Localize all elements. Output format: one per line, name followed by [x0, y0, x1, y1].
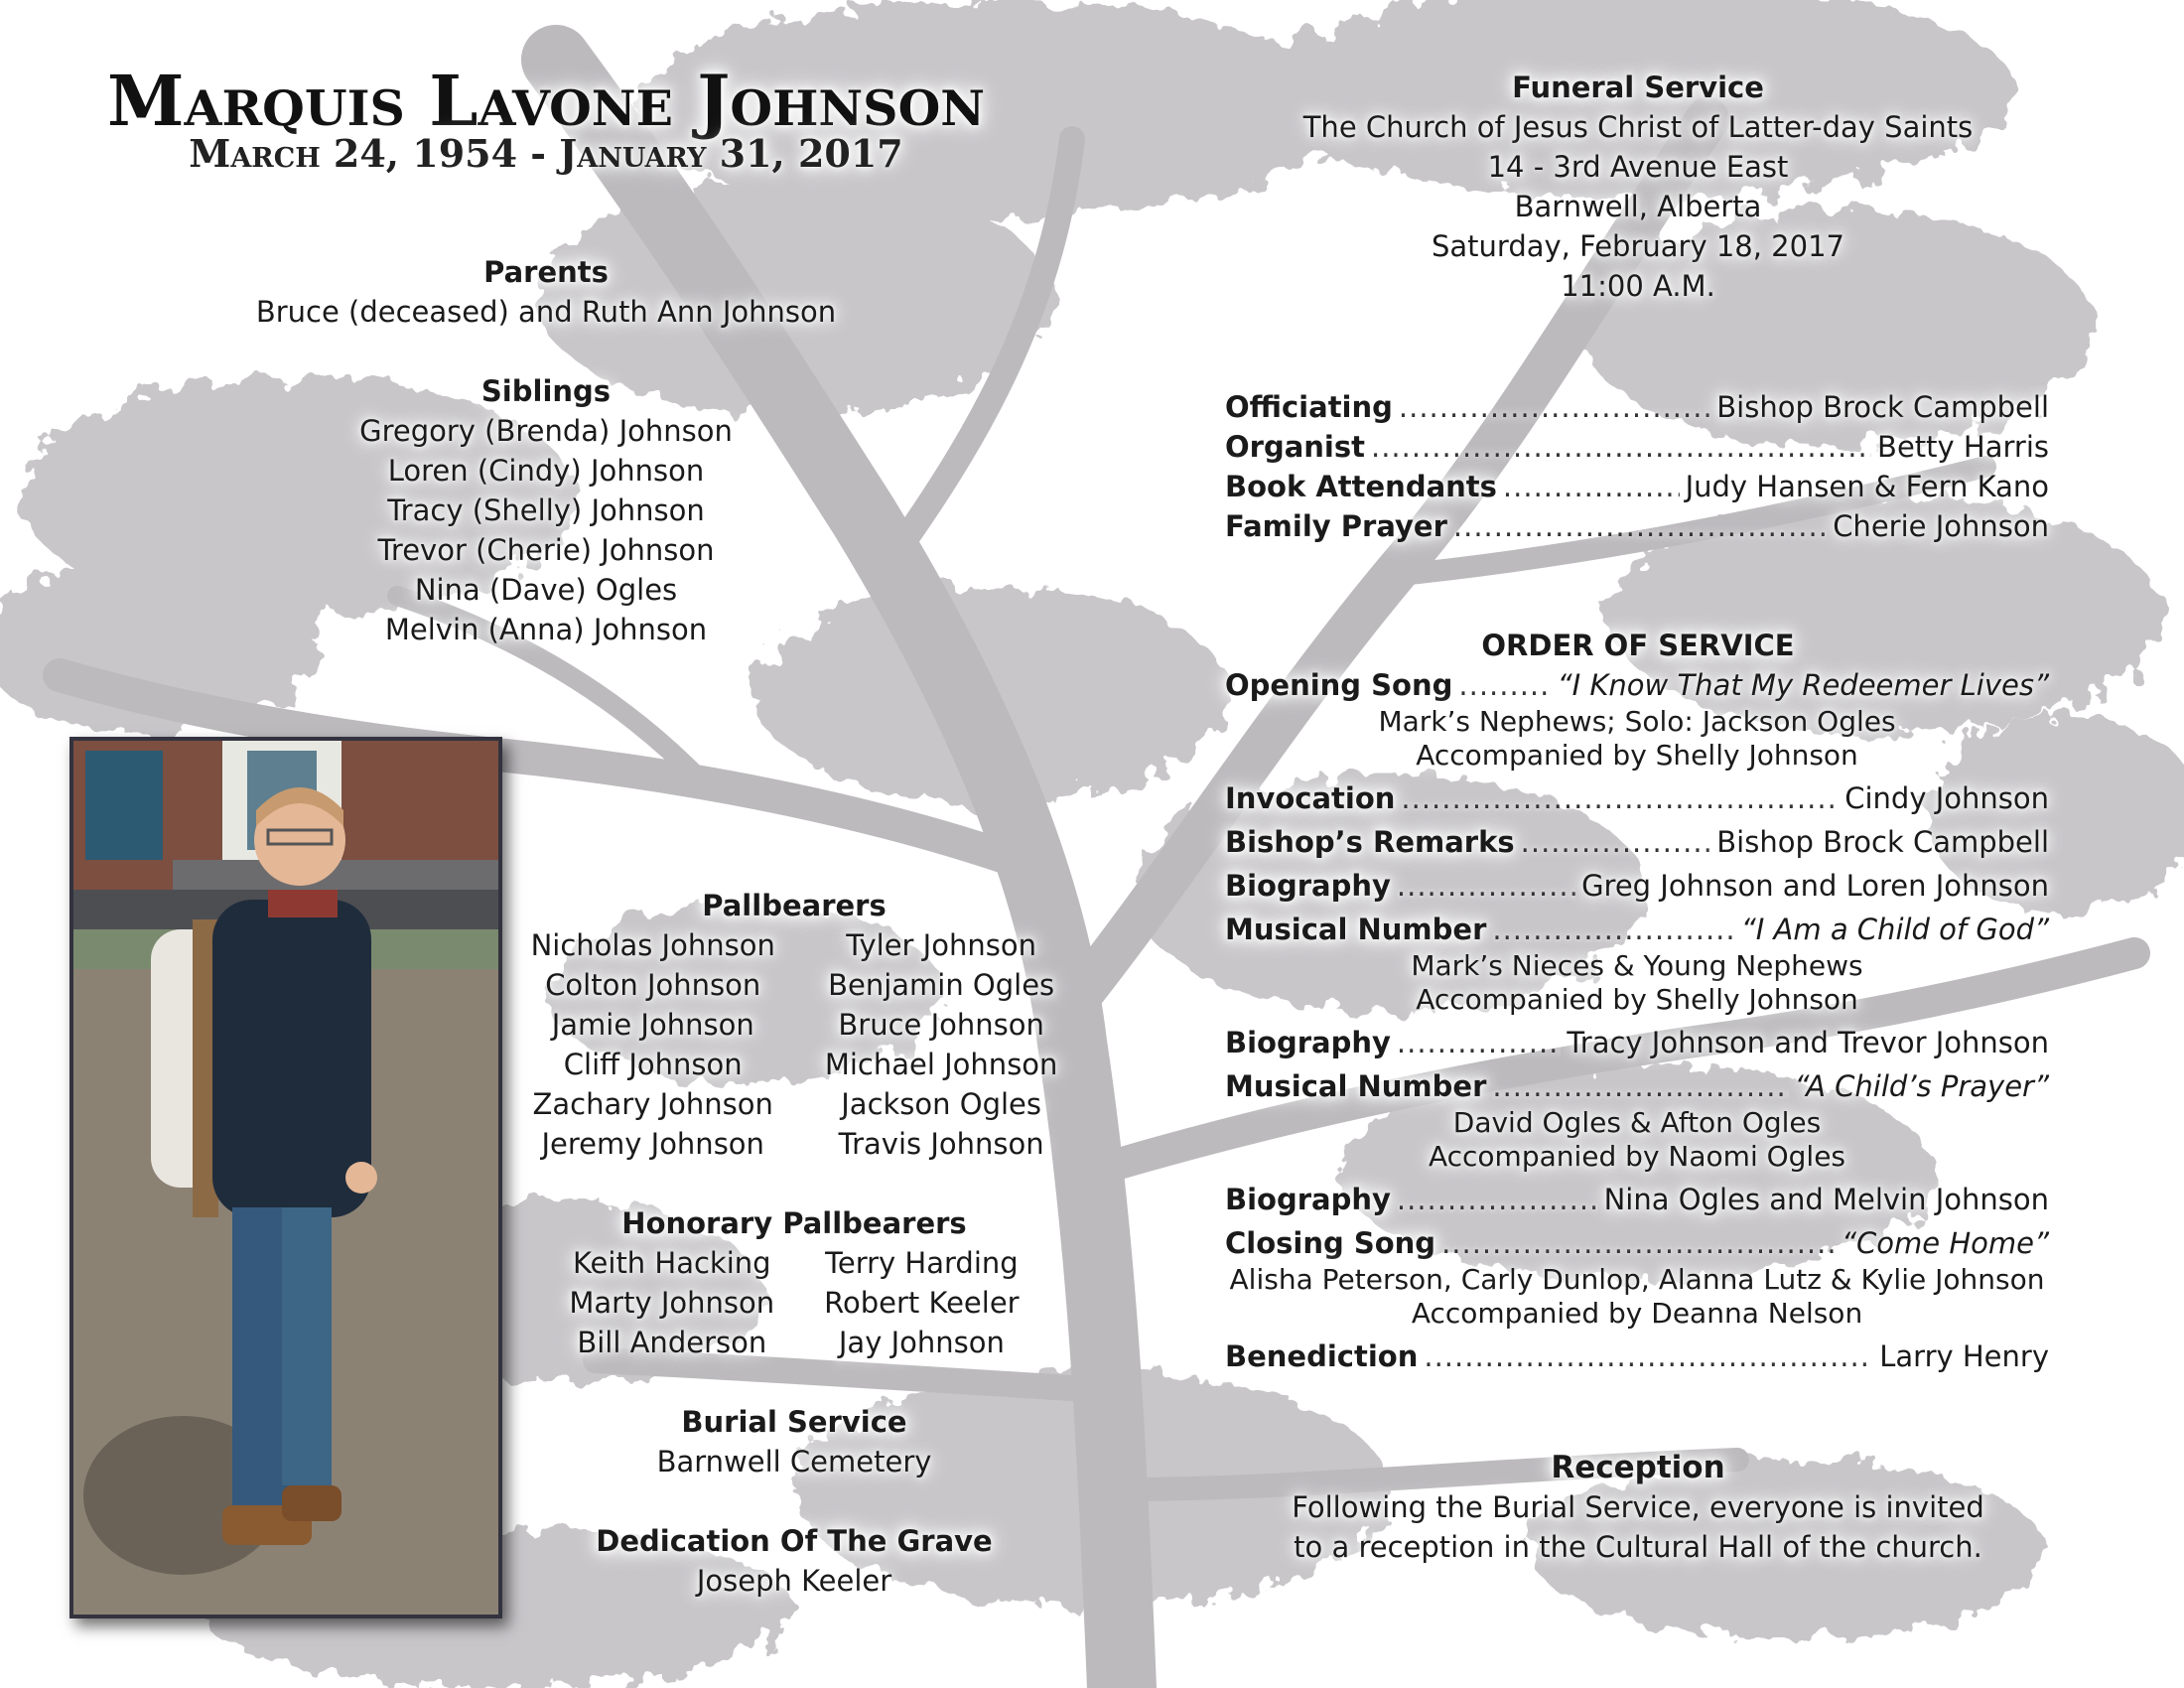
- pallbearer-name: Zachary Johnson: [532, 1087, 773, 1121]
- sibling-name: Melvin (Anna) Johnson: [384, 613, 708, 646]
- pallbearers-heading: Pallbearers: [702, 889, 887, 922]
- honorary-name: Robert Keeler: [824, 1286, 1020, 1320]
- honorary-left-column: [569, 1243, 774, 1362]
- order-item: [1225, 1180, 2049, 1219]
- parents-text: Bruce (deceased) and Ruth Ann Johnson: [255, 295, 837, 329]
- leader-dots: [1492, 910, 1734, 949]
- funeral-service-section: [1241, 68, 2035, 306]
- honorary-pallbearers-section: [496, 1203, 1092, 1362]
- honorary-name: Keith Hacking: [572, 1246, 771, 1280]
- siblings-section: [149, 371, 943, 649]
- leader-dots: [1503, 467, 1680, 506]
- role-label: Officiating: [1225, 390, 1393, 424]
- order-item-label: Opening Song: [1225, 668, 1453, 702]
- life-dates: March 24, 1954 - January 31, 2017: [189, 131, 903, 176]
- leader-dots: [1453, 506, 1827, 546]
- role-label: Book Attendants: [1225, 470, 1497, 503]
- order-item-value: “Come Home”: [1842, 1226, 2049, 1260]
- order-item-value: Cindy Johnson: [1844, 781, 2049, 815]
- pallbearer-name: Bruce Johnson: [838, 1008, 1044, 1042]
- order-item-value: Tracy Johnson and Trevor Johnson: [1567, 1026, 2049, 1059]
- honorary-name: Marty Johnson: [569, 1286, 775, 1320]
- honorary-heading: Honorary Pallbearers: [621, 1206, 967, 1240]
- order-item-value: “A Child’s Prayer”: [1794, 1069, 2049, 1103]
- leader-dots: [1424, 1336, 1873, 1376]
- pallbearer-name: Colton Johnson: [545, 968, 761, 1002]
- leader-dots: [1371, 427, 1871, 467]
- dedication-section: [496, 1521, 1092, 1601]
- order-item-detail: Alisha Peterson, Carly Dunlop, Alanna Lutz & Kylie Johnson: [1229, 1263, 2045, 1296]
- sibling-name: Trevor (Cherie) Johnson: [377, 533, 715, 567]
- pallbearer-name: Benjamin Ogles: [828, 968, 1055, 1002]
- pallbearer-name: Nicholas Johnson: [530, 928, 775, 962]
- role-row: [1225, 387, 2049, 427]
- reception-line: Following the Burial Service, everyone is invited: [1292, 1490, 1984, 1524]
- funeral-heading: Funeral Service: [1512, 70, 1764, 104]
- reception-line: to a reception in the Cultural Hall of the church.: [1294, 1530, 1982, 1564]
- service-roles: [1225, 387, 2049, 546]
- order-item: [1225, 866, 2049, 906]
- order-item: [1225, 1336, 2049, 1376]
- burial-section: [496, 1402, 1092, 1481]
- pallbearers-columns: [496, 925, 1092, 1164]
- funeral-line: The Church of Jesus Christ of Latter-day Saints: [1302, 110, 1974, 144]
- pallbearer-name: Travis Johnson: [838, 1127, 1044, 1161]
- leader-dots: [1399, 387, 1710, 427]
- role-value: Betty Harris: [1877, 430, 2049, 464]
- reception-heading: Reception: [1551, 1450, 1725, 1485]
- order-item-detail: Mark’s Nieces & Young Nephews: [1411, 949, 1863, 982]
- order-item-detail: Accompanied by Naomi Ogles: [1428, 1140, 1846, 1173]
- leader-dots: [1397, 1180, 1598, 1219]
- role-label: Organist: [1225, 430, 1365, 464]
- funeral-line: 14 - 3rd Avenue East: [1487, 150, 1789, 184]
- order-item: [1225, 1023, 2049, 1062]
- order-item-value: “I Know That My Redeemer Lives”: [1557, 668, 2049, 702]
- deceased-name: Marquis Lavone Johnson: [106, 60, 986, 142]
- order-item-detail: Mark’s Nephews; Solo: Jackson Ogles: [1378, 705, 1896, 738]
- order-item: [1225, 910, 2049, 1017]
- funeral-line: 11:00 A.M.: [1561, 269, 1715, 303]
- pallbearer-name: Jamie Johnson: [551, 1008, 754, 1042]
- pallbearer-name: Tyler Johnson: [846, 928, 1036, 962]
- order-item: [1225, 1066, 2049, 1174]
- honorary-name: Bill Anderson: [577, 1326, 767, 1359]
- order-item-detail: Accompanied by Shelly Johnson: [1416, 739, 1858, 772]
- honorary-name: Jay Johnson: [838, 1326, 1005, 1359]
- pallbearer-name: Cliff Johnson: [563, 1048, 743, 1081]
- dedication-heading: Dedication Of The Grave: [596, 1524, 993, 1558]
- honorary-name: Terry Harding: [825, 1246, 1019, 1280]
- parents-section: [149, 252, 943, 332]
- funeral-line: Barnwell, Alberta: [1514, 190, 1762, 223]
- role-row: [1225, 427, 2049, 467]
- order-of-service-heading-wrap: [1241, 626, 2035, 665]
- order-item-detail: Accompanied by Shelly Johnson: [1416, 983, 1858, 1016]
- pallbearer-name: Jackson Ogles: [841, 1087, 1042, 1121]
- order-item-label: Biography: [1225, 1026, 1391, 1059]
- pallbearers-right-column: [825, 925, 1058, 1164]
- order-item-detail: Accompanied by Deanna Nelson: [1411, 1297, 1863, 1330]
- leader-dots: [1401, 778, 1839, 818]
- sibling-name: Tracy (Shelly) Johnson: [387, 493, 705, 527]
- order-item-label: Biography: [1225, 869, 1391, 903]
- order-item-label: Closing Song: [1225, 1226, 1436, 1260]
- role-value: Bishop Brock Campbell: [1716, 390, 2049, 424]
- order-heading: ORDER OF SERVICE: [1481, 629, 1795, 662]
- order-item-label: Invocation: [1225, 781, 1396, 815]
- order-item: [1225, 1223, 2049, 1331]
- burial-location: Barnwell Cemetery: [656, 1445, 932, 1478]
- pallbearer-name: Jeremy Johnson: [541, 1127, 764, 1161]
- burial-heading: Burial Service: [681, 1405, 907, 1439]
- leader-dots: [1492, 1066, 1788, 1106]
- order-item: [1225, 665, 2049, 773]
- role-label: Family Prayer: [1225, 509, 1447, 543]
- order-item: [1225, 778, 2049, 818]
- role-row: [1225, 506, 2049, 546]
- reception-section: [1241, 1448, 2035, 1567]
- pallbearers-section: [496, 886, 1092, 1164]
- order-item-value: Larry Henry: [1879, 1339, 2049, 1373]
- memorial-photo: [69, 737, 502, 1618]
- leader-dots: [1397, 1023, 1561, 1062]
- role-value: Cherie Johnson: [1833, 509, 2049, 543]
- leader-dots: [1441, 1223, 1836, 1263]
- order-item-label: Musical Number: [1225, 913, 1487, 946]
- order-item-label: Benediction: [1225, 1339, 1419, 1373]
- order-item-value: Bishop Brock Campbell: [1716, 825, 2049, 859]
- order-item-value: “I Am a Child of God”: [1740, 913, 2049, 946]
- order-item-label: Biography: [1225, 1183, 1391, 1216]
- leader-dots: [1397, 866, 1575, 906]
- order-item-label: Musical Number: [1225, 1069, 1487, 1103]
- leader-dots: [1521, 822, 1711, 862]
- sibling-name: Loren (Cindy) Johnson: [387, 454, 705, 488]
- order-item-value: Greg Johnson and Loren Johnson: [1581, 869, 2049, 903]
- order-of-service-list: [1225, 665, 2049, 1376]
- order-item-detail: David Ogles & Afton Ogles: [1452, 1106, 1822, 1139]
- funeral-line: Saturday, February 18, 2017: [1432, 229, 1844, 263]
- leader-dots: [1458, 665, 1551, 705]
- pallbearers-left-column: [531, 925, 775, 1164]
- order-item-value: Nina Ogles and Melvin Johnson: [1603, 1183, 2049, 1216]
- siblings-heading: Siblings: [480, 374, 612, 408]
- order-item: [1225, 822, 2049, 862]
- honorary-right-column: [824, 1243, 1019, 1362]
- dedication-person: Joseph Keeler: [696, 1564, 892, 1598]
- role-value: Judy Hansen & Fern Kano: [1685, 470, 2049, 503]
- honorary-columns: [496, 1243, 1092, 1362]
- boy-with-backpack-illustration: [73, 741, 498, 1615]
- order-item-label: Bishop’s Remarks: [1225, 825, 1515, 859]
- parents-heading: Parents: [483, 255, 609, 289]
- role-row: [1225, 467, 2049, 506]
- sibling-name: Nina (Dave) Ogles: [414, 573, 678, 607]
- pallbearer-name: Michael Johnson: [824, 1048, 1058, 1081]
- sibling-name: Gregory (Brenda) Johnson: [359, 414, 733, 448]
